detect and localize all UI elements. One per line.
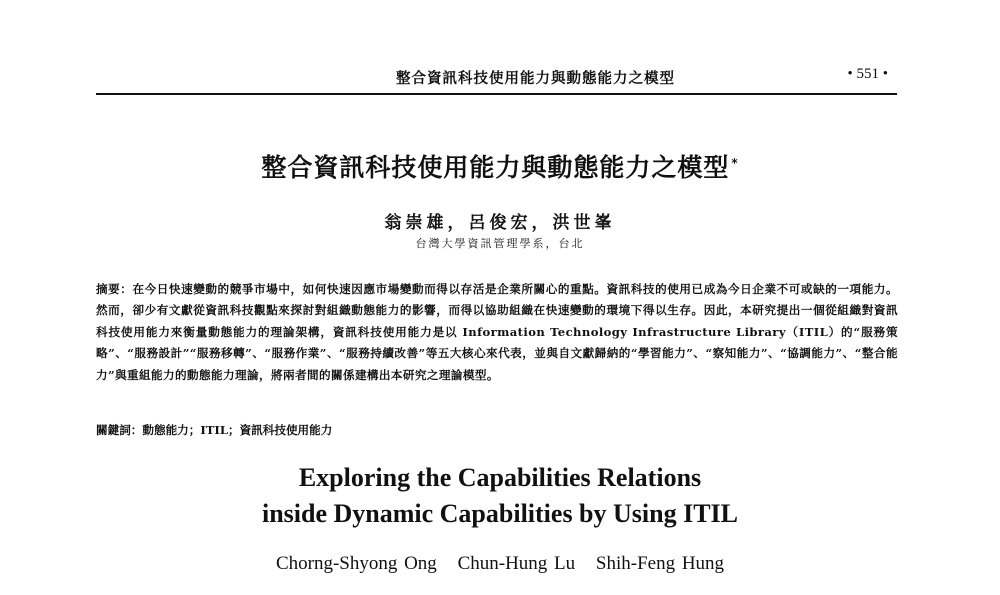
chinese-title-text: 整合資訊科技使用能力與動態能力之模型 bbox=[261, 153, 730, 182]
english-authors bbox=[0, 553, 1000, 575]
running-head-title: 整合資訊科技使用能力與動態能力之模型 bbox=[396, 71, 675, 87]
title-footnote-marker: * bbox=[731, 155, 739, 170]
chinese-affiliation: 台灣大學資訊管理學系，台北 bbox=[415, 237, 585, 250]
author-name: Chun-Hung Lu bbox=[457, 553, 576, 574]
chinese-authors: 翁崇雄，呂俊宏，洪世峯 bbox=[384, 213, 616, 233]
english-title-line-1: Exploring the Capabilities Relations bbox=[298, 463, 702, 492]
keywords-text: 動態能力；ITIL；資訊科技使用能力 bbox=[142, 423, 333, 437]
english-title bbox=[0, 460, 1000, 532]
author-name: Shih-Feng Hung bbox=[595, 553, 725, 574]
page-number: • 551 • bbox=[847, 66, 888, 82]
header-rule bbox=[96, 93, 897, 95]
abstract-text: 在今日快速變動的競爭市場中，如何快速因應市場變動而得以存活是企業所關心的重點。資訊科技的使用已成為今日企業不可或缺的一項能力。然而，卻少有文獻從資訊科技觀點來探討對組織動態能力的影響，而得以協助組織在快速變動的環境下得以生存。因此，本研究提出一個從組織對資訊科技使用能力來衡量動態能力的理論架構，資訊科技使用能力是以 Information Technology Infrastructure Library（ITIL）的“服務策略”、“服務設計”“服務移轉”、“服務作業”、“服務持續改善”等五大核心來代表，並與自文獻歸納的“學習能力”、“察知能力”、“協調能力”、“整合能力”與重組能力的動態能力理論，將兩者間的關係建構出本研究之理論模型。 bbox=[96, 282, 898, 382]
english-title-line-2: inside Dynamic Capabilities by Using ITIL bbox=[261, 499, 739, 528]
chinese-keywords bbox=[96, 420, 898, 440]
chinese-title bbox=[0, 148, 1000, 184]
abstract-label: 摘要： bbox=[96, 282, 133, 296]
author-name: Chorng-Shyong Ong bbox=[275, 553, 437, 574]
running-head bbox=[96, 63, 896, 87]
keywords-label: 關鍵詞： bbox=[96, 423, 143, 437]
chinese-abstract bbox=[96, 279, 898, 386]
